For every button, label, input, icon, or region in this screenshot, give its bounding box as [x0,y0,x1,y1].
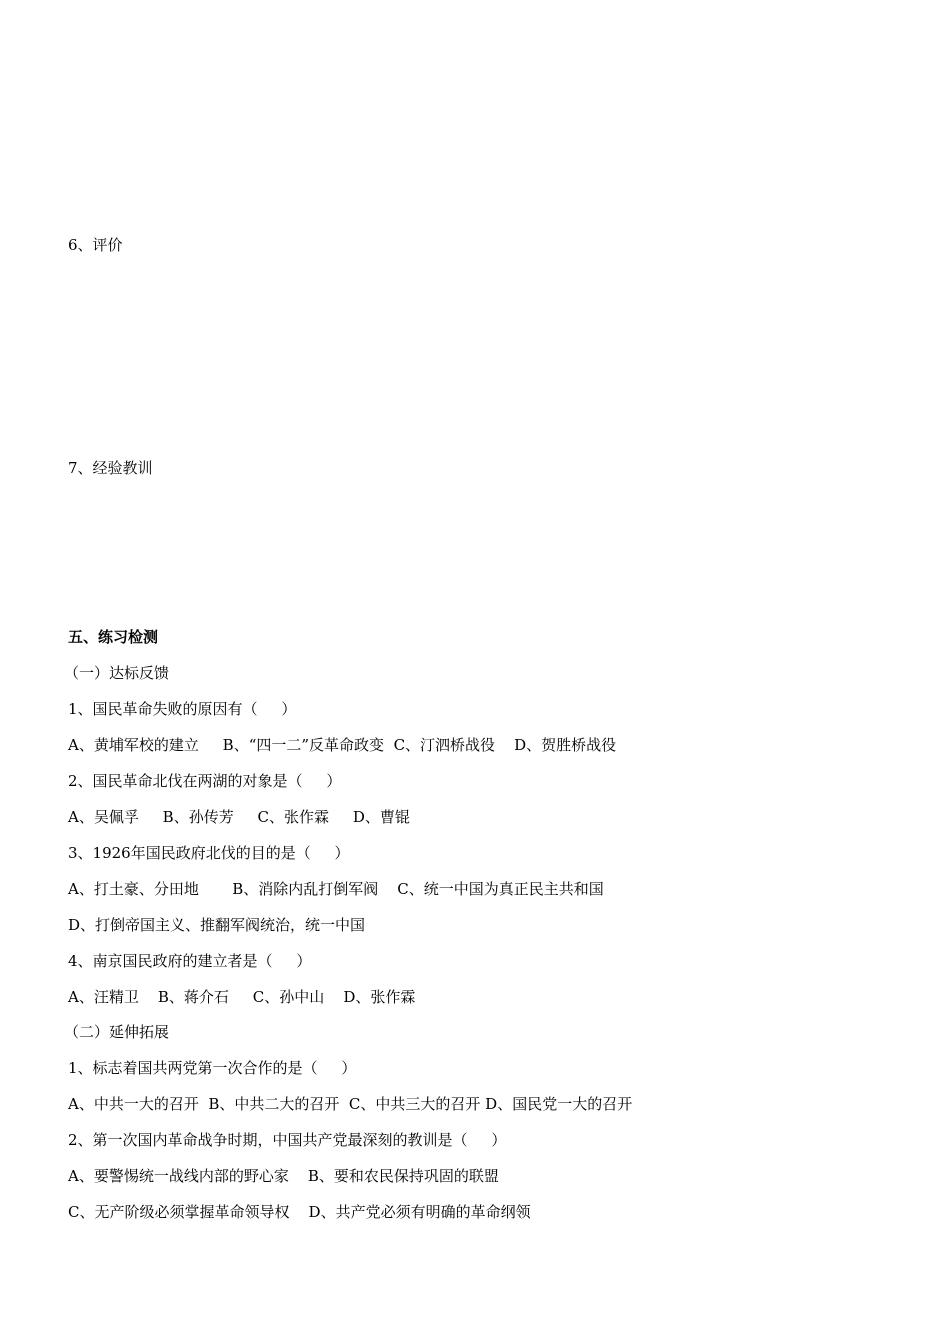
part-1-title: （一）达标反馈 [64,664,170,682]
question-line: 1、国民革命失败的原因有（ ） [68,700,297,718]
options-line: D、打倒帝国主义、推翻军阀统治，统一中国 [68,916,366,934]
section-title: 五、练习检测 [68,628,159,646]
question-line: 2、第一次国内革命战争时期，中国共产党最深刻的教训是（ ） [68,1131,507,1149]
options-line: A、中共一大的召开 B、中共二大的召开 C、中共三大的召开 D、国民党一大的召开 [68,1095,633,1113]
options-line: C、无产阶级必须掌握革命领导权 D、共产党必须有明确的革命纲领 [68,1203,531,1221]
question-line: 2、国民革命北伐在两湖的对象是（ ） [68,772,342,790]
item-7-lessons: 7、经验教训 [68,459,153,477]
question-line: 4、南京国民政府的建立者是（ ） [68,952,312,970]
options-line: A、汪精卫 B、蒋介石 C、孙中山 D、张作霖 [68,988,416,1006]
question-line: 3、1926年国民政府北伐的目的是（ ） [68,844,350,862]
options-line: A、黄埔军校的建立 B、“四一二”反革命政变 C、汀泗桥战役 D、贺胜桥战役 [68,736,617,754]
question-line: 1、标志着国共两党第一次合作的是（ ） [68,1059,357,1077]
item-6-evaluation: 6、评价 [68,236,123,254]
part-2-title: （二）延伸拓展 [64,1023,170,1041]
options-line: A、要警惕统一战线内部的野心家 B、要和农民保持巩固的联盟 [68,1167,499,1185]
options-line: A、打土豪、分田地 B、消除内乱打倒军阀 C、统一中国为真正民主共和国 [68,880,604,898]
options-line: A、吴佩孚 B、孙传芳 C、张作霖 D、曹锟 [68,808,410,826]
